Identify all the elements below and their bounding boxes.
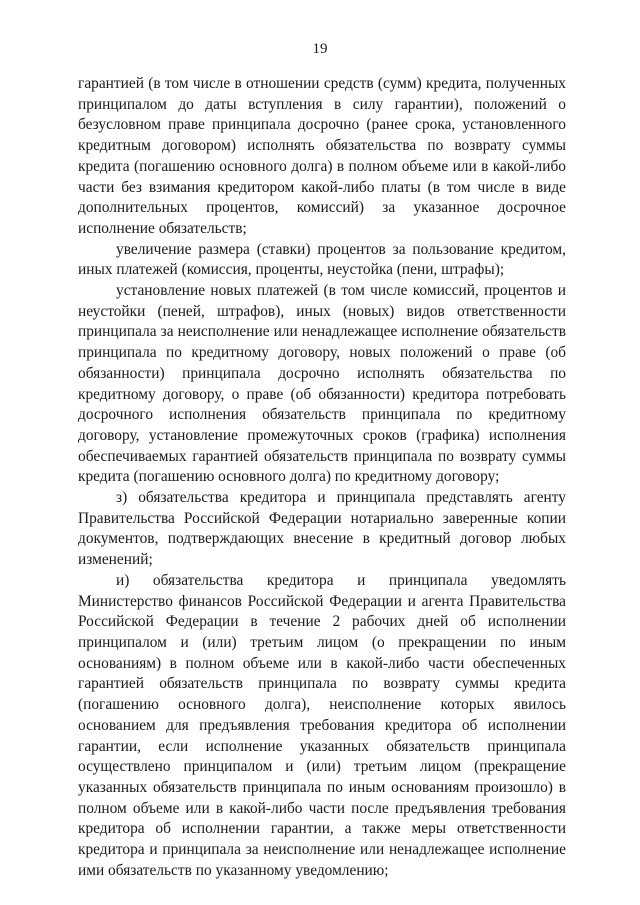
paragraph-new-payments: установление новых платежей (в том числе комиссий, процентов и неустойки (пеней, штрафов), иных (новых) видов ответственности принципала за неисполнение или ненадлежащее исполнение обязательств принципала по кредитному договору, новых положений о праве (об обязанности) принципала досрочно исполнять обязательства по кредитному договору, о праве (об обязанности) кредитора потребовать досрочного исполнения обязательств принципала по кредитному договору, установление промежуточных сроков (графика) исполнения обеспечиваемых гарантией обязательств принципала по возврату суммы кредита (погашению основного долга) по кредитному договору; [78, 282, 566, 486]
paragraph-item-z: з) обязательства кредитора и принципала представлять агенту Правительства Российской Федерации нотариально заверенные копии документов, подтверждающих внесение в кредитный договор любых изменений; [78, 489, 566, 569]
paragraph-item-i: и) обязательства кредитора и принципала уведомлять Министерство финансов Российской Федерации и агента Правительства Российской Федерации в течение 2 рабочих дней об исполнении принципалом и (или) третьим лицом (о прекращении по иным основаниям) в полном объеме или в какой-либо части обеспеченных гарантией обязательств принципала по возврату суммы кредита (погашению основного долга), неисполнение которых явилось основанием для предъявления требования кредитора об исполнении гарантии, если исполнение указанных обязательств принципала осуществлено принципалом и (или) третьим лицом (прекращение указанных обязательств принципала по иным основаниям произошло) в полном объеме или в какой-либо части после предъявления требования кредитора об исполнении гарантии, а также меры ответственности кредитора и принципала за неисполнение или ненадлежащее исполнение ими обязательств по указанному уведомлению; [78, 571, 566, 879]
document-body [78, 74, 566, 881]
paragraph-rate-increase: увеличение размера (ставки) процентов за пользование кредитом, иных платежей (комиссия, проценты, неустойка (пени, штрафы); [78, 240, 566, 279]
paragraph-continuation: гарантией (в том числе в отношении средств (сумм) кредита, полученных принципалом до даты вступления в силу гарантии), положений о безусловном праве принципала досрочно (ранее срока, установленного кредитным договором) исполнять обязательства по возврату суммы кредита (погашению основного долга) в полном объеме или в какой-либо части без взимания кредитором какой-либо платы (в том числе в виде дополнительных процентов, комиссий) за указанное досрочное исполнение обязательств; [78, 75, 566, 237]
page-number: 19 [312, 41, 328, 57]
